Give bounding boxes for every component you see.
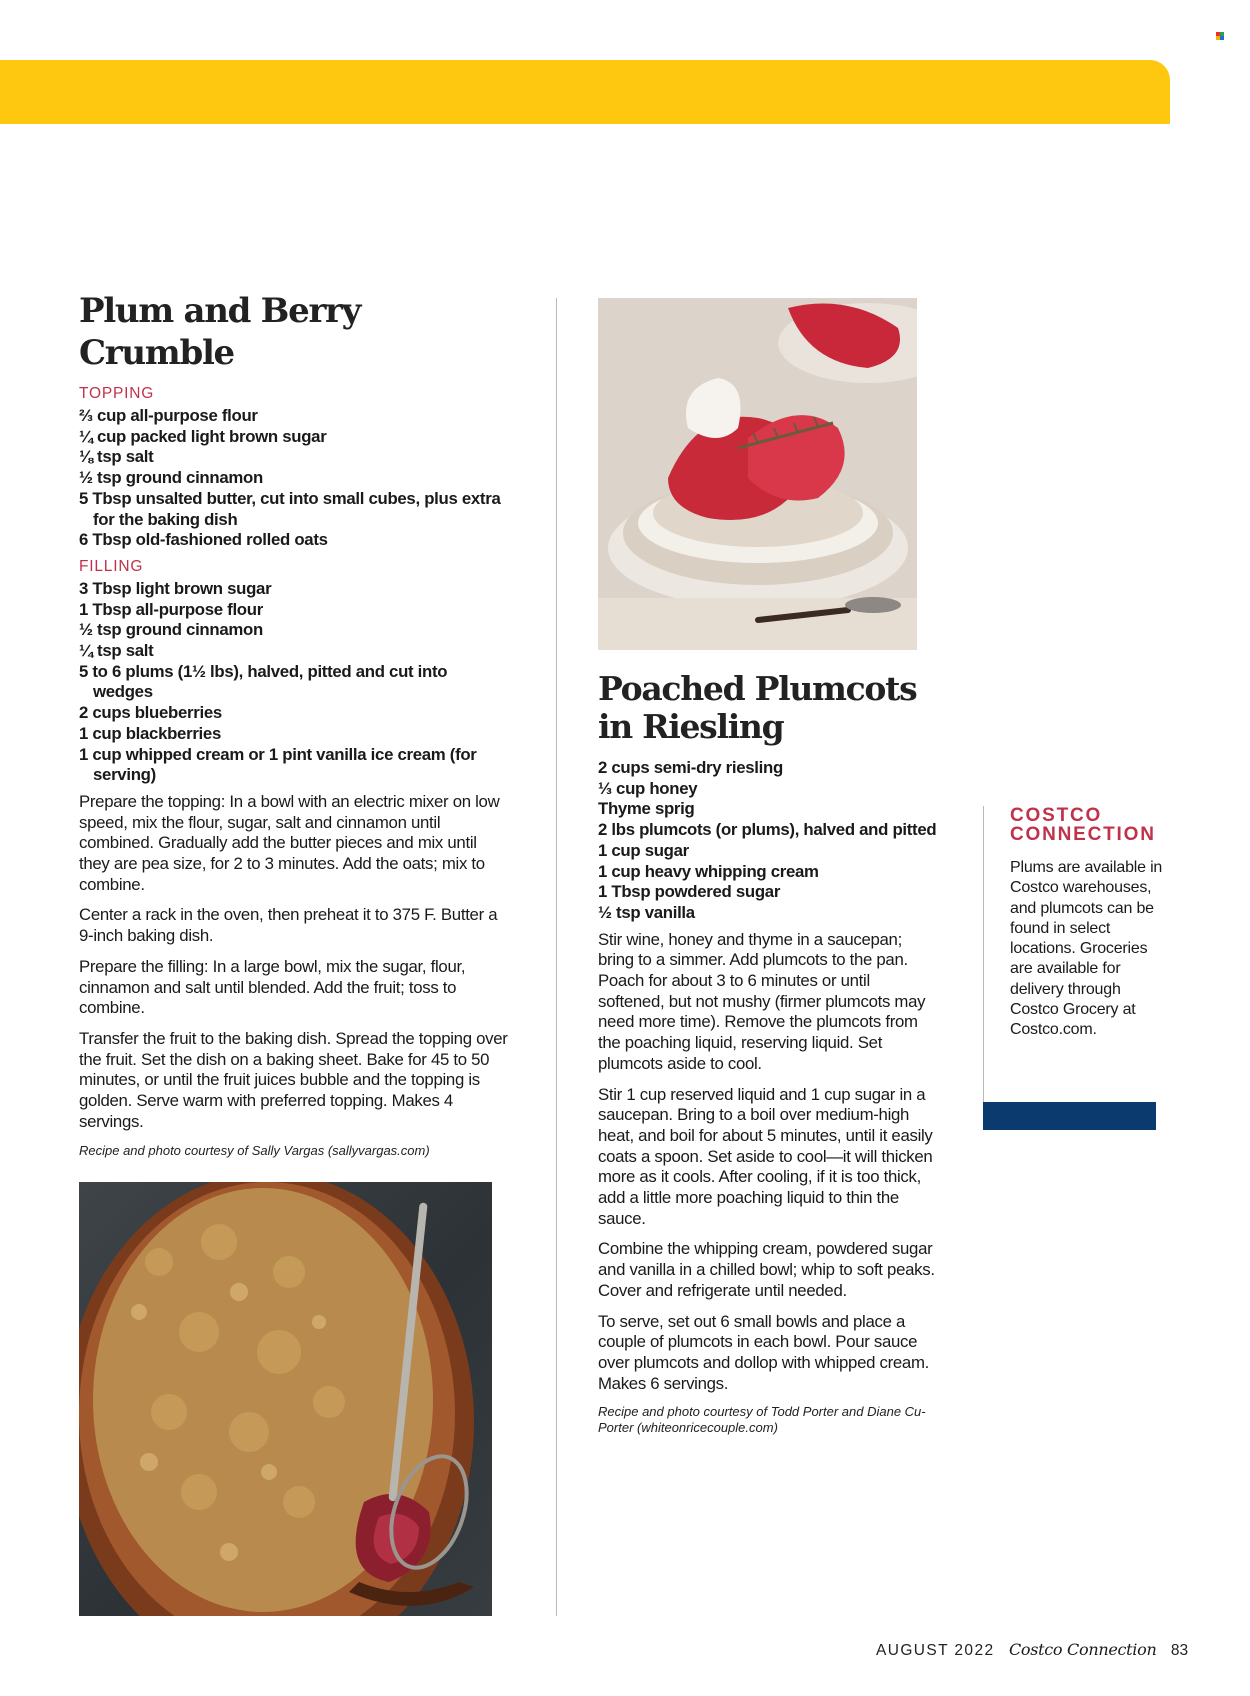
- ingredient-item: 6 Tbsp old-fashioned rolled oats: [79, 530, 328, 550]
- ingredient-item: ¼ cup packed light brown sugar: [79, 426, 327, 446]
- recipe-credit: Recipe and photo courtesy of Sally Vargas (sallyvargas.com): [79, 1142, 430, 1158]
- ingredient-item: 2 cups semi-dry riesling: [598, 758, 783, 777]
- plumcots-recipe: [598, 670, 938, 1436]
- crumble-recipe: [79, 290, 509, 1159]
- sidebar-navy-bar: [983, 1102, 1156, 1130]
- costco-connection-sidebar: [1010, 806, 1168, 1041]
- ingredient-item: 3 Tbsp light brown sugar: [79, 578, 272, 598]
- ingredient-item: ½ tsp ground cinnamon: [79, 468, 263, 488]
- ingredient-item: ⅛ tsp salt: [79, 447, 154, 467]
- ingredient-item: 1 Tbsp all-purpose flour: [79, 599, 263, 619]
- instruction-step: Prepare the topping: In a bowl with an electric mixer on low speed, mix the flour, sugar, salt and cinnamon until combined. Gradually add the butter pieces and mix until they are pea size, for 2 to 3 minutes. Add the oats; mix to combine.: [79, 791, 500, 894]
- ingredient-item: 1 cup heavy whipping cream: [598, 861, 819, 881]
- ingredient-item: ¼ tsp salt: [79, 641, 154, 661]
- ingredient-item: 2 lbs plumcots (or plums), halved and pitted: [598, 820, 937, 840]
- page-footer: [876, 1640, 1188, 1664]
- ingredient-item: 1 cup sugar: [598, 840, 689, 860]
- header-yellow-bar: [0, 60, 1170, 124]
- issue-date: AUGUST 2022: [876, 1642, 995, 1659]
- instruction-step: To serve, set out 6 small bowls and place a couple of plumcots in each bowl. Pour sauce over plumcots and dollop with whipped cream. Makes 6 servings.: [598, 1311, 929, 1393]
- ingredient-item: 2 cups blueberries: [79, 703, 222, 723]
- ingredient-item: 1 cup blackberries: [79, 723, 221, 743]
- ingredient-item: ½ tsp ground cinnamon: [79, 620, 263, 640]
- sidebar-divider: [983, 806, 984, 1124]
- page-number: 83: [1170, 1642, 1189, 1659]
- plumcots-ingredients: [598, 758, 938, 924]
- filling-label: FILLING: [79, 557, 144, 575]
- ingredient-item: ⅔ cup all-purpose flour: [79, 406, 258, 425]
- plumcots-title-line2: in Riesling: [598, 707, 784, 746]
- sidebar-title: [1010, 806, 1168, 844]
- topping-label: TOPPING: [79, 385, 155, 402]
- ingredient-item: 5 to 6 plums (1½ lbs), halved, pitted and cut into wedges: [79, 661, 448, 702]
- topping-ingredients: [79, 406, 509, 551]
- instruction-step: Transfer the fruit to the baking dish. Spread the topping over the fruit. Set the dish on a baking sheet. Bake for 45 to 50 minutes, or until the fruit juices bubble and the topping is golden. Serve warm with preferred topping. Makes 4 servings.: [79, 1028, 508, 1131]
- ingredient-item: 1 Tbsp powdered sugar: [598, 882, 781, 902]
- plumcots-title-line1: Poached Plumcots: [598, 669, 917, 708]
- magazine-name: Costco Connection: [1008, 1640, 1157, 1659]
- ingredient-item: ½ tsp vanilla: [598, 902, 695, 922]
- ingredient-item: 1 cup whipped cream or 1 pint vanilla ice cream (for serving): [79, 744, 477, 785]
- ingredient-item: 5 Tbsp unsalted butter, cut into small cubes, plus extra for the baking dish: [79, 488, 501, 529]
- sidebar-text: Plums are available in Costco warehouses, and plumcots can be found in select locations. Groceries are available for delivery through Costco Grocery at Costco.com.: [1010, 859, 1163, 1039]
- instruction-step: Center a rack in the oven, then preheat it to 375 F. Butter a 9-inch baking dish.: [79, 905, 498, 946]
- column-divider: [556, 298, 557, 1616]
- sidebar-title-line2: CONNECTION: [1010, 824, 1156, 845]
- instruction-step: Combine the whipping cream, powdered sugar and vanilla in a chilled bowl; whip to soft peaks. Cover and refrigerate until needed.: [598, 1239, 935, 1300]
- instruction-step: Stir 1 cup reserved liquid and 1 cup sugar in a saucepan. Bring to a boil over medium-high heat, and boil for about 5 minutes, until it easily coats a spoon. Set aside to cool—it will thicken more as it cools. After cooling, if it is too thick, add a little more poaching liquid to thin the sauce.: [598, 1084, 933, 1228]
- crumble-title: Plum and Berry Crumble: [79, 291, 361, 373]
- instruction-step: Stir wine, honey and thyme in a saucepan; bring to a simmer. Add plumcots to the pan. Poach for about 3 to 6 minutes or until softened, but not mushy (firmer plumcots may need more time). Remove the plumcots from the poaching liquid, reserving liquid. Set plumcots aside to cool.: [598, 929, 926, 1073]
- printer-mark-icon: [1216, 32, 1225, 41]
- ingredient-item: ⅓ cup honey: [598, 778, 698, 798]
- recipe-credit: Recipe and photo courtesy of Todd Porter and Diane Cu-Porter (whiteonricecouple.com): [598, 1404, 926, 1436]
- plumcot-photo: [598, 298, 917, 650]
- sidebar-title-line1: COSTCO: [1010, 805, 1103, 826]
- instruction-step: Prepare the filling: In a large bowl, mix the sugar, flour, cinnamon and salt until blended. Add the fruit; toss to combine.: [79, 956, 466, 1018]
- crumble-photo: [79, 1182, 492, 1616]
- plumcots-title: [598, 670, 938, 746]
- ingredient-item: Thyme sprig: [598, 799, 695, 819]
- filling-ingredients: [79, 579, 509, 786]
